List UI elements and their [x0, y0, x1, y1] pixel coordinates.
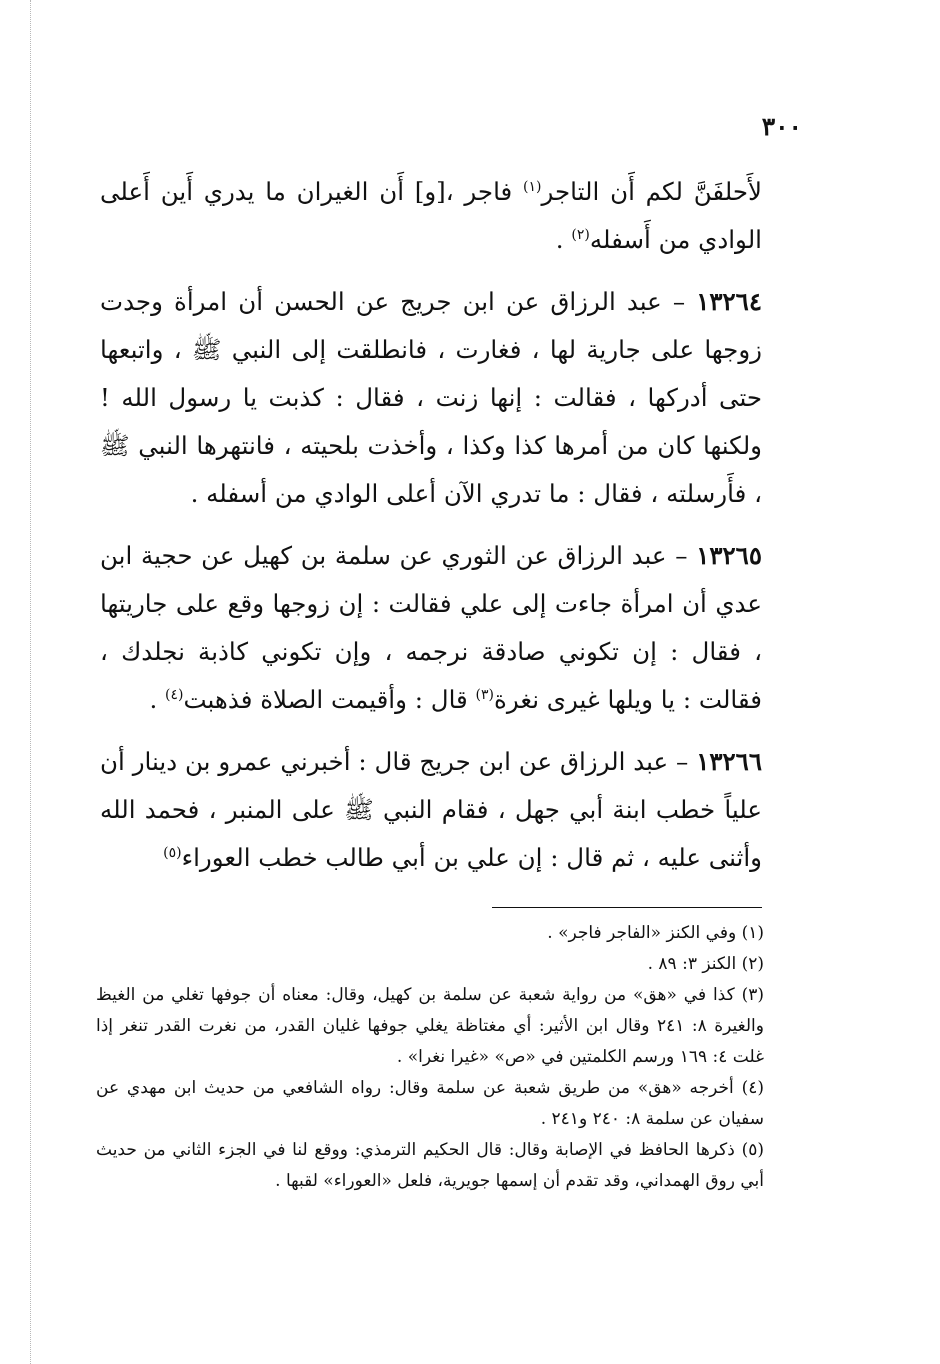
footnote-marker[interactable]: (٥)	[163, 844, 182, 861]
hadith-number: ١٣٢٦٤	[696, 287, 762, 316]
footnote-number: (٣)	[741, 985, 764, 1005]
paragraph-continuation: لأَحلفَنَّ لكم أَن التاجر$^{(١)}$ فاجر ،[و] أَن الغيران ما يدري أَين أَعلى الوادي من أَسفله$^{(٢)}$ .	[100, 177, 762, 254]
hadith-number: ١٣٢٦٥	[696, 541, 762, 570]
footnote	[96, 1073, 764, 1135]
footnote-number: (٢)	[741, 954, 764, 974]
hadith-paragraph: ١٣٢٦٦ – عبد الرزاق عن ابن جريج قال : أخبرني عمرو بن دينار أن علياً خطب ابنة أبي جهل ، فقام النبي ﷺ على المنبر ، فحمد الله وأثنى عليه ، ثم قال : إن علي بن أبي طالب خطب العوراء$^{(٥)}$	[100, 747, 762, 872]
page-edge-line	[30, 0, 31, 1364]
footnote-number: (٤)	[741, 1078, 764, 1098]
footnote-text: ذكرها الحافظ في الإصابة وقال: قال الحكيم الترمذي: ووقع لنا في الجزء الثاني من حديث أبي روق الهمداني، وقد تقدم أن إسمها جويرية، فلعل «العوراء» لقبها .	[96, 1140, 764, 1191]
hadith-number: ١٣٢٦٦	[696, 747, 762, 776]
footnote-marker[interactable]: (١)	[523, 178, 542, 195]
footnote-number: (٥)	[741, 1140, 764, 1160]
footnote	[96, 918, 764, 949]
footnote-marker[interactable]: (٣)	[475, 686, 495, 703]
main-text	[100, 168, 762, 896]
hadith-text: – عبد الرزاق عن ابن جريج عن الحسن أن امرأة وجدت زوجها على جارية لها ، فغارت ، فانطلقت إلى النبي ﷺ ، واتبعها حتى أدركها ، فقالت : إنها زنت ، فقال : كذبت يا رسول الله ! ولكنها كان من أمرها كذا وكذا ، وأخذت بلحيته ، فانتهرها النبي ﷺ ، فأَرسلته ، فقال : ما تدري الآن أعلى الوادي من أسفله .	[100, 287, 762, 508]
hadith-paragraph: ١٣٢٦٥ – عبد الرزاق عن الثوري عن سلمة بن كهيل عن حجية ابن عدي أن امرأة جاءت إلى علي فقالت : إن زوجها وقع على جاريتها ، فقال : إن تكوني صادقة نرجمه ، وإن تكوني كاذبة نجلدك ، فقالت : يا ويلها غيرى نغرة$^{(٣)}$ قال : وأقيمت الصلاة فذهبت$^{(٤)}$ .	[100, 541, 762, 714]
footnote-marker[interactable]: (٢)	[571, 226, 590, 243]
footnote-divider	[492, 907, 762, 908]
footnote-number: (١)	[741, 923, 764, 943]
hadith-paragraph	[100, 278, 762, 518]
footnote-text: وفي الكنز «الفاجر فاجر» .	[547, 923, 742, 943]
footnote	[96, 980, 764, 1073]
footnote	[96, 949, 764, 980]
footnote-text: الكنز ٣: ٨٩ .	[647, 954, 742, 974]
footnote	[96, 1135, 764, 1197]
footnote-text: كذا في «هق» من رواية شعبة عن سلمة بن كهيل، وقال: معناه أن جوفها تغلي من الغيظ والغيرة ٨: ٢٤١ وقال ابن الأثير: أي مغتاظة يغلي جوفها غليان القدر، من نغرت القدر تنغر إذا غلت ٤: ١٦٩ ورسم الكلمتين في «ص» «غيرا نغرا» .	[96, 985, 764, 1067]
footnote-marker[interactable]: (٤)	[165, 686, 184, 703]
footnotes	[96, 918, 764, 1197]
footnote-text: أخرجه «هق» من طريق شعبة عن سلمة وقال: رواه الشافعي من حديث ابن مهدي عن سفيان عن سلمة ٨: ٢٤٠ و٢٤١ .	[96, 1078, 764, 1129]
page-number: ٣٠٠	[761, 112, 802, 141]
